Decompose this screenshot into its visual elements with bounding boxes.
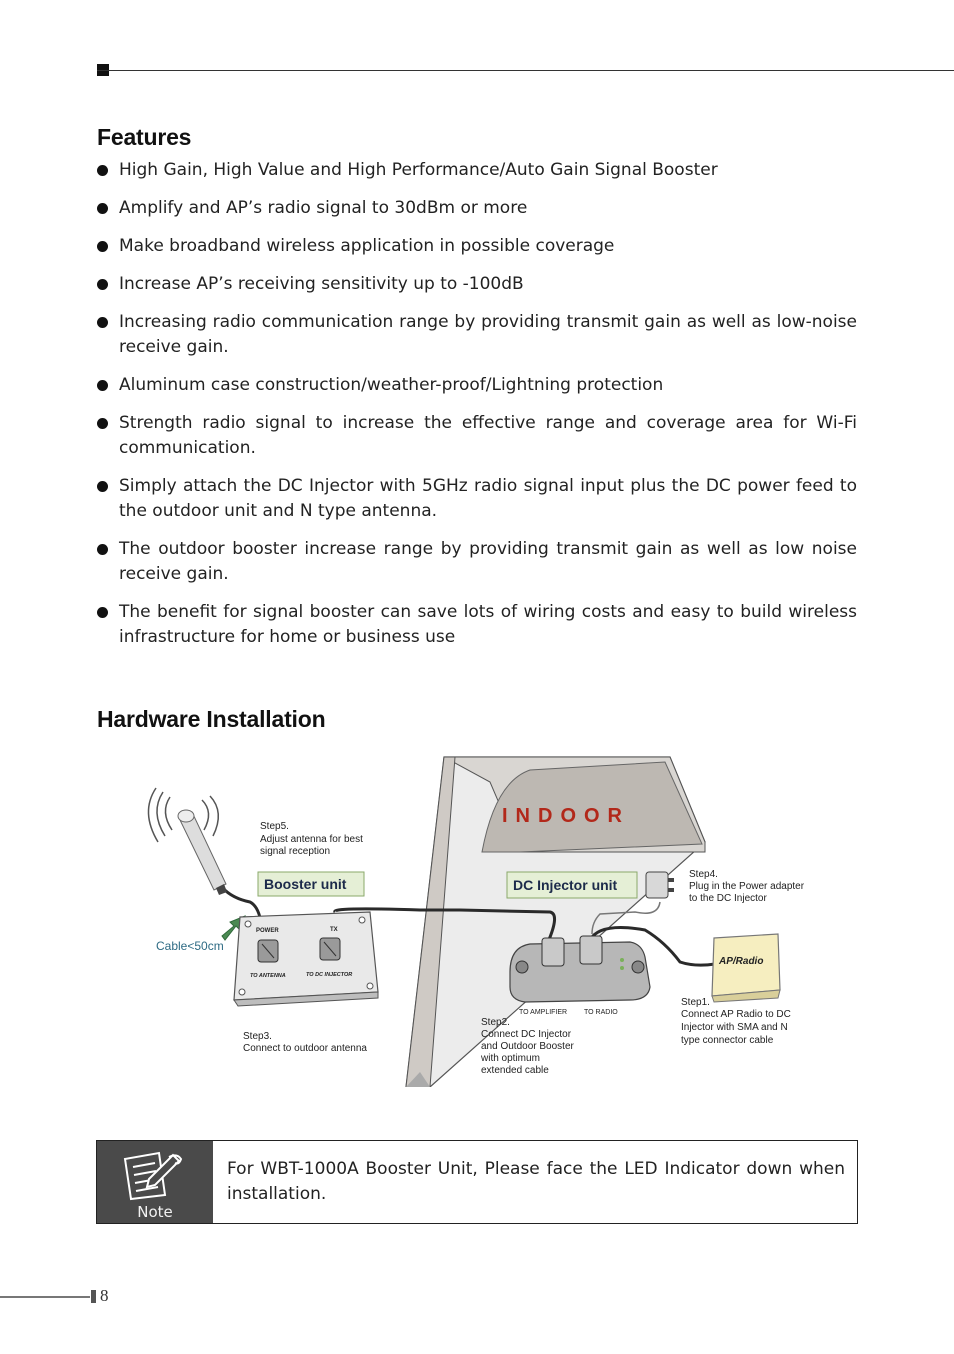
header-rule: [97, 70, 954, 71]
step2-line4: extended cable: [481, 1065, 549, 1076]
step4-line2: to the DC Injector: [689, 893, 767, 904]
feature-item: [97, 373, 857, 398]
note-pencil-icon: [119, 1149, 185, 1201]
step2-line1: Connect DC Injector: [481, 1029, 572, 1040]
cable-length-label: Cable<50cm: [156, 939, 224, 953]
feature-text: Simply attach the DC Injector with 5GHz radio signal input plus the DC power feed to the outdoor unit and N type antenna.: [119, 476, 857, 521]
step1-title: Step1.: [681, 997, 710, 1008]
bullet-icon: [97, 241, 108, 252]
bullet-icon: [97, 203, 108, 214]
footer-rule: [0, 1296, 90, 1298]
feature-text: The benefit for signal booster can save lots of wiring costs and easy to build wireless infrastructure for home or business use: [119, 602, 857, 647]
note-text: For WBT-1000A Booster Unit, Please face the LED Indicator down when installation.: [227, 1159, 845, 1204]
feature-item: [97, 196, 857, 221]
feature-item: [97, 272, 857, 297]
note-label: Note: [137, 1203, 173, 1221]
step1-line2: Injector with SMA and N: [681, 1022, 788, 1033]
feature-item: [97, 537, 857, 587]
feature-text: Increase AP’s receiving sensitivity up to -100dB: [119, 274, 524, 294]
to-dc-injector-label: TO DC INJECTOR: [306, 972, 353, 978]
hardware-installation-heading: Hardware Installation: [97, 706, 326, 732]
step2-line2: and Outdoor Booster: [481, 1041, 574, 1052]
note-sidebar: [97, 1141, 213, 1223]
step1-line1: Connect AP Radio to DC: [681, 1009, 791, 1020]
step5-line1: Adjust antenna for best: [260, 834, 363, 845]
step2-title: Step2.: [481, 1017, 510, 1028]
to-antenna-label: TO ANTENNA: [250, 973, 286, 979]
feature-text: The outdoor booster increase range by providing transmit gain as well as low noise receive gain.: [119, 539, 857, 584]
feature-item: [97, 474, 857, 524]
feature-text: Make broadband wireless application in possible coverage: [119, 236, 615, 256]
power-label: POWER: [256, 928, 279, 934]
dc-injector-box: [510, 936, 650, 1002]
power-adapter-icon: [646, 872, 674, 898]
bullet-icon: [97, 544, 108, 555]
note-box: [96, 1140, 858, 1224]
installation-diagram: [130, 752, 830, 1087]
antenna-icon: [148, 788, 227, 895]
step4-line1: Plug in the Power adapter: [689, 881, 805, 892]
ap-radio-box: [712, 934, 780, 1002]
step3-line1: Connect to outdoor antenna: [243, 1043, 367, 1054]
bullet-icon: [97, 418, 108, 429]
feature-item: [97, 158, 857, 183]
step3-title: Step3.: [243, 1031, 272, 1042]
step5-line2: signal reception: [260, 846, 331, 857]
step4-title: Step4.: [689, 869, 718, 880]
step2-line3: with optimum: [481, 1053, 540, 1064]
indoor-label: INDOOR: [502, 805, 630, 827]
feature-text: High Gain, High Value and High Performance/Auto Gain Signal Booster: [119, 160, 718, 180]
booster-unit-box: [234, 912, 378, 1006]
to-radio-label: TO RADIO: [584, 1009, 618, 1016]
footer-mark: [91, 1290, 96, 1303]
tx-label: TX: [330, 927, 338, 933]
page-number: 8: [100, 1286, 109, 1305]
to-amplifier-label: TO AMPLIFIER: [519, 1009, 568, 1016]
step1-line3: type connector cable: [681, 1035, 774, 1046]
feature-item: [97, 234, 857, 259]
bullet-icon: [97, 607, 108, 618]
bullet-icon: [97, 380, 108, 391]
feature-text: Amplify and AP’s radio signal to 30dBm or more: [119, 198, 528, 218]
feature-text: Strength radio signal to increase the effective range and coverage area for Wi-Fi communication.: [119, 413, 857, 458]
bullet-icon: [97, 317, 108, 328]
dc-injector-label: DC Injector unit: [513, 877, 618, 893]
feature-text: Aluminum case construction/weather-proof/Lightning protection: [119, 375, 664, 395]
features-heading: Features: [97, 124, 192, 150]
step5-title: Step5.: [260, 821, 289, 832]
features-list: [97, 158, 857, 663]
ap-radio-label: AP/Radio: [719, 956, 764, 967]
feature-item: [97, 310, 857, 360]
booster-unit-label: Booster unit: [264, 876, 347, 892]
feature-text: Increasing radio communication range by providing transmit gain as well as low-noise receive gain.: [119, 312, 857, 357]
bullet-icon: [97, 165, 108, 176]
feature-item: [97, 600, 857, 650]
bullet-icon: [97, 481, 108, 492]
bullet-icon: [97, 279, 108, 290]
feature-item: [97, 411, 857, 461]
